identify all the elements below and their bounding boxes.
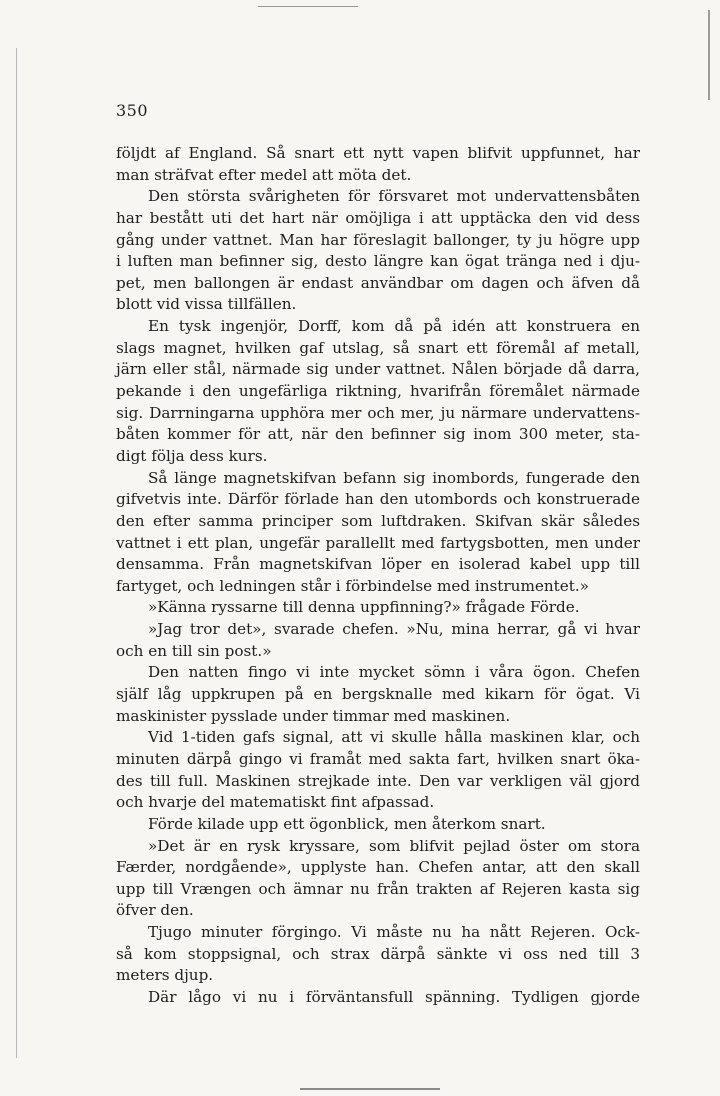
text-line: gång under vattnet. Man har föreslagit ballonger, ty ju högre upp <box>116 230 640 249</box>
text-line: En tysk ingenjör, Dorff, kom då på idén att konstruera en <box>148 317 640 336</box>
text-line: järn eller stål, närmade sig under vattnet. Nålen började då darra, <box>116 360 640 379</box>
text-line: pet, men ballongen är endast användbar om dagen och äfven då <box>116 273 640 292</box>
bottom-rule <box>300 1088 440 1090</box>
text-line: följdt af England. Så snart ett nytt vapen blifvit uppfunnet, har <box>116 144 640 162</box>
text-line: »Jag tror det», svarade chefen. »Nu, mina herrar, gå vi hvar <box>148 620 640 639</box>
text-line: båten kommer för att, när den befinner sig inom 300 meter, sta- <box>116 425 640 444</box>
text-line: meters djup. <box>116 966 214 985</box>
text-line: Den natten fingo vi inte mycket sömn i våra ögon. Chefen <box>148 663 640 682</box>
text-line: densamma. Från magnetskifvan löper en isolerad kabel upp till <box>116 555 640 574</box>
page-edge-left <box>16 48 17 1058</box>
text-line: Vid 1-tiden gafs signal, att vi skulle hålla maskinen klar, och <box>148 728 640 747</box>
text-line: har bestått uti det hart när omöjliga i att upptäcka den vid dess <box>116 208 640 227</box>
text-line: Så länge magnetskifvan befann sig inombords, fungerade den <box>148 468 640 487</box>
text-line: och hvarje del matematiskt fint afpassad. <box>116 793 435 812</box>
text-line: Den största svårigheten för försvaret mot undervattensbåten <box>148 187 640 206</box>
text-line: pekande i den ungefärliga riktning, hvarifrån föremålet närmade <box>116 382 640 401</box>
page-edge-right <box>708 10 710 100</box>
text-line: vattnet i ett plan, ungefär parallellt med fartygsbotten, men under <box>116 533 640 552</box>
text-line: des till full. Maskinen strejkade inte. Den var verkligen väl gjord <box>116 771 640 790</box>
text-line: den efter samma principer som luftdraken. Skifvan skär således <box>116 511 640 530</box>
body-text <box>116 143 640 1009</box>
page-number: 350 <box>116 101 149 120</box>
text-line: Færder, nordgående», upplyste han. Chefen antar, att den skall <box>116 858 640 877</box>
text-line: själf låg uppkrupen på en bergsknalle med kikarn för ögat. Vi <box>116 685 640 704</box>
text-line: i luften man befinner sig, desto längre kan ögat tränga ned i dju- <box>116 252 640 271</box>
text-line: blott vid vissa tillfällen. <box>116 295 297 314</box>
text-line: Där lågo vi nu i förväntansfull spänning. Tydligen gjorde <box>148 987 640 1006</box>
text-line: upp till Vrængen och ämnar nu från trakten af Rejeren kasta sig <box>116 879 640 898</box>
text-line: man sträfvat efter medel att möta det. <box>116 165 412 184</box>
text-line: så kom stoppsignal, och strax därpå sänkte vi oss ned till 3 <box>116 944 640 963</box>
text-line: »Det är en rysk kryssare, som blifvit pejlad öster om stora <box>148 836 640 855</box>
text-line: maskinister pysslade under timmar med maskinen. <box>116 706 511 725</box>
text-line: digt följa dess kurs. <box>116 446 268 465</box>
text-line: och en till sin post.» <box>116 641 272 660</box>
top-rule <box>258 6 358 7</box>
text-line: slags magnet, hvilken gaf utslag, så snart ett föremål af metall, <box>116 338 640 357</box>
text-line: Tjugo minuter förgingo. Vi måste nu ha nått Rejeren. Ock- <box>148 923 640 942</box>
text-line: fartyget, och ledningen står i förbindelse med instrumentet.» <box>116 576 589 595</box>
text-line: sig. Darrningarna upphöra mer och mer, ju närmare undervattens- <box>116 403 640 422</box>
text-line: minuten därpå gingo vi framåt med sakta fart, hvilken snart öka- <box>116 749 640 768</box>
text-line: öfver den. <box>116 901 194 920</box>
text-line: »Känna ryssarne till denna uppfinning?» frågade Förde. <box>148 598 580 617</box>
text-line: Förde kilade upp ett ögonblick, men återkom snart. <box>148 814 546 833</box>
text-line: gifvetvis inte. Därför förlade han den utombords och konstruerade <box>116 490 640 509</box>
